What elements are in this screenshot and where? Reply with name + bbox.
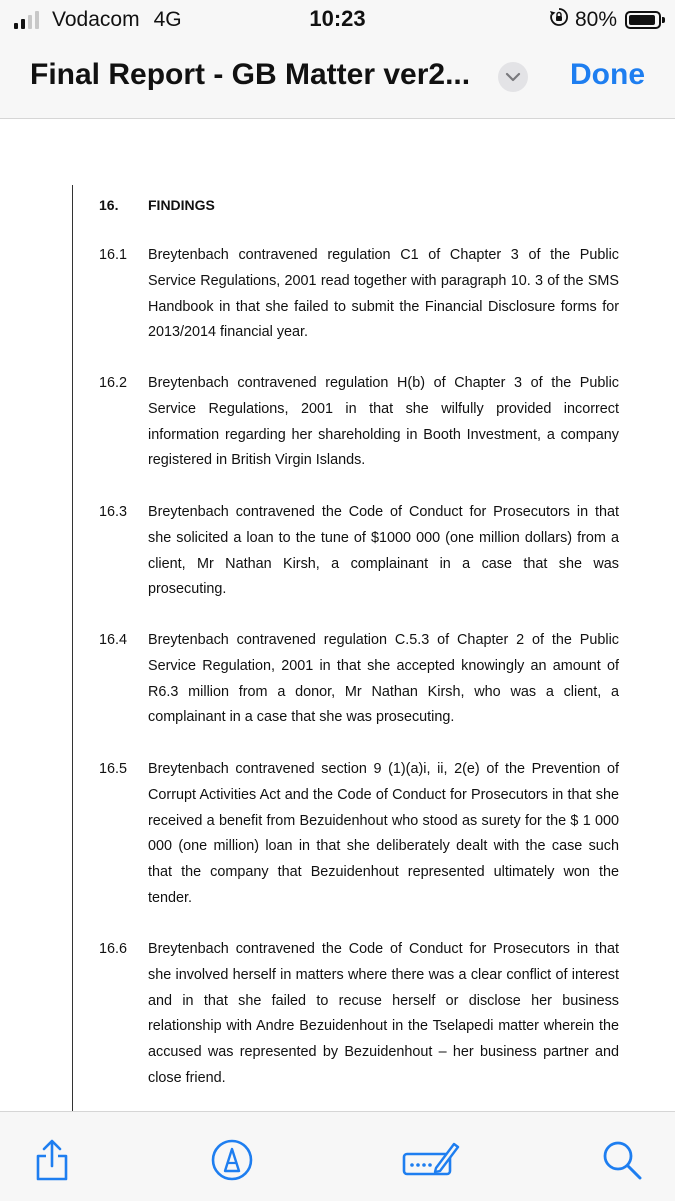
finding-text: Breytenbach contravened regulation C.5.3 of Chapter 2 of the Public Service Regulation, 2001 in that she accepted knowingly an amount of R6.3 million from a donor, Mr Nathan Kirsh, who was a client, a complainant in a case that she was prosecuting. — [148, 632, 619, 726]
finding-number: 16.5 — [99, 761, 128, 777]
bottom-toolbar — [0, 1111, 675, 1201]
finding-text: Breytenbach contravened regulation H(b) of Chapter 3 of the Public Service Regulations, 2001 in that she wilfully provided incorrect information regarding her shareholding in Booth Investment, a company registered in British Virgin Islands. — [148, 375, 619, 469]
signature-icon — [402, 1138, 460, 1182]
finding-text: Breytenbach contravened regulation C1 of Chapter 3 of the Public Service Regulations, 2001 read together with paragraph 10. 3 of the SMS Handbook in that she failed to submit the Financial Disclosure forms for 2013/2014 financial year. — [148, 247, 619, 341]
finding-number: 16.4 — [99, 632, 128, 648]
battery-percent: 80% — [574, 8, 617, 31]
battery-icon — [625, 11, 661, 29]
section-title: FINDINGS — [148, 197, 215, 213]
markup-button[interactable] — [210, 1138, 254, 1182]
network-type: 4G — [153, 8, 182, 31]
carrier-name: Vodacom — [52, 8, 140, 31]
share-icon — [32, 1138, 72, 1182]
search-icon — [600, 1138, 644, 1182]
signature-button[interactable] — [402, 1138, 460, 1182]
status-bar-right — [549, 7, 661, 33]
page-margin-line — [72, 185, 73, 1111]
finding-number: 16.1 — [99, 247, 128, 263]
section-number: 16. — [99, 197, 119, 213]
document-page[interactable] — [0, 119, 675, 1111]
finding-number: 16.2 — [99, 375, 128, 391]
rotation-lock-icon — [549, 7, 569, 33]
finding-text: Breytenbach contravened the Code of Conduct for Prosecutors in that she solicited a loan to the tune of $1000 000 (one million dollars) from a client, Mr Nathan Kirsh, a complainant in a case that she was prosecuting. — [148, 504, 619, 598]
section-heading — [99, 197, 215, 213]
status-time: 10:23 — [309, 6, 366, 31]
search-button[interactable] — [600, 1138, 644, 1182]
finding-number: 16.6 — [99, 941, 128, 957]
document-title[interactable]: Final Report - GB Matter ver2... — [30, 58, 471, 91]
chevron-down-icon[interactable] — [498, 62, 528, 92]
finding-number: 16.3 — [99, 504, 128, 520]
done-button[interactable]: Done — [570, 58, 645, 91]
finding-text: Breytenbach contravened section 9 (1)(a)i, ii, 2(e) of the Prevention of Corrupt Activities Act and the Code of Conduct for Prosecutors in that she received a benefit from Bezuidenhout who stood as surety for the $ 1 000 000 (one million) loan in that she deliberately dealt with the case such that the company that Bezuidenhout represented ultimately won the tender. — [148, 761, 619, 906]
finding-text: Breytenbach contravened the Code of Conduct for Prosecutors in that she involved herself in matters where there was a clear conflict of interest and in that she failed to recuse herself or disclose her business relationship with Andre Bezuidenhout in the Tselapedi matter wherein the accused was represented by Bezuidenhout – her business partner and close friend. — [148, 941, 619, 1086]
top-bar — [0, 0, 675, 119]
status-bar — [0, 0, 675, 40]
title-bar — [0, 50, 675, 110]
share-button[interactable] — [30, 1138, 74, 1182]
markup-pen-icon — [210, 1138, 254, 1182]
